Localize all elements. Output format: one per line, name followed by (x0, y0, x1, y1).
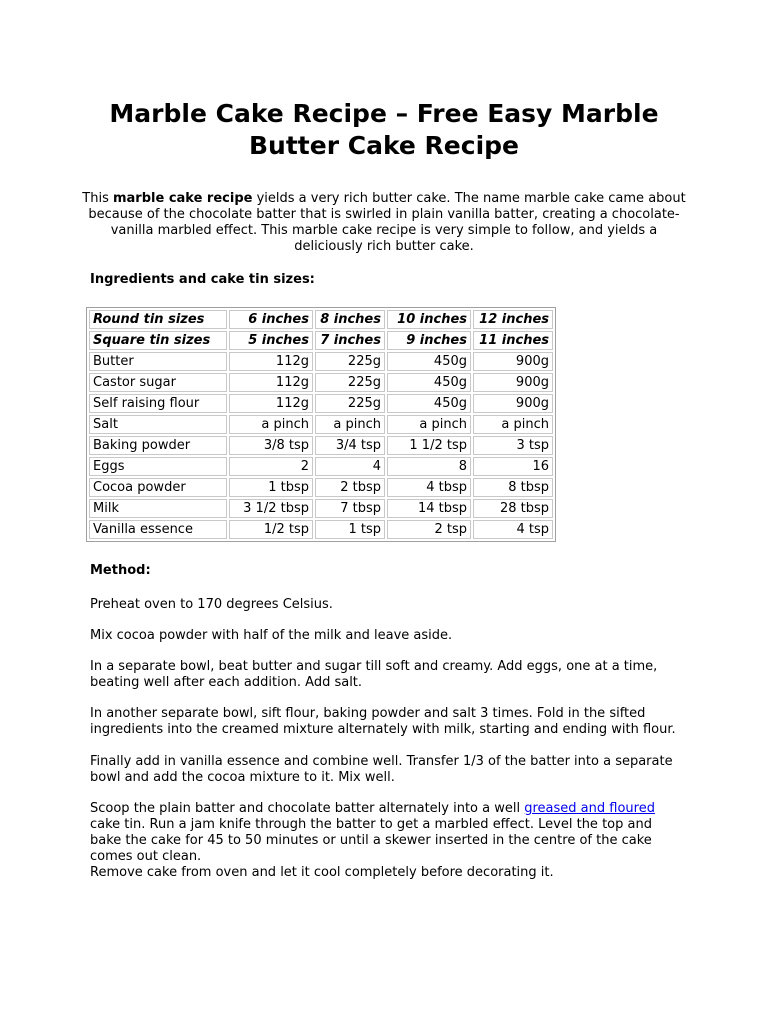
table-cell: 11 inches (473, 331, 553, 350)
table-cell-label: Cocoa powder (89, 478, 227, 497)
table-cell-label: Castor sugar (89, 373, 227, 392)
table-cell: 8 (387, 457, 471, 476)
table-cell: 3 tsp (473, 436, 553, 455)
table-cell-label: Eggs (89, 457, 227, 476)
table-header-row-round (89, 310, 553, 329)
method-step-5: Finally add in vanilla essence and combine well. Transfer 1/3 of the batter into a separate bowl and add the cocoa mixture to it. Mix well. (90, 754, 673, 785)
table-cell: a pinch (315, 415, 385, 434)
method-step-7: Remove cake from oven and let it cool completely before decorating it. (90, 865, 554, 880)
table-cell: 900g (473, 352, 553, 371)
greased-and-floured-link[interactable]: greased and floured (524, 801, 655, 816)
table-cell: a pinch (473, 415, 553, 434)
table-cell-label: Vanilla essence (89, 520, 227, 539)
table-cell: 900g (473, 394, 553, 413)
table-cell: 3/4 tsp (315, 436, 385, 455)
intro-bold-term: marble cake recipe (112, 191, 253, 206)
intro-rest: yields a very rich butter cake. The name marble cake came about because of the chocolate batter that is swirled in plain vanilla batter, creating a chocolate-vanilla marbled effect. This marble cake recipe is very simple to follow, and yields a deliciously rich butter cake. (88, 191, 686, 254)
table-cell: 450g (387, 394, 471, 413)
table-cell-label: Butter (89, 352, 227, 371)
table-cell: 1 1/2 tsp (387, 436, 471, 455)
table-row (89, 436, 553, 455)
method-step-3: In a separate bowl, beat butter and sugar till soft and creamy. Add eggs, one at a time, beating well after each addition. Add salt. (90, 659, 658, 690)
method-step-6-after: cake tin. Run a jam knife through the batter to get a marbled effect. Level the top and bake the cake for 45 to 50 minutes or until a skewer inserted in the centre of the cake comes out clean. (90, 817, 652, 864)
table-cell: 6 inches (229, 310, 313, 329)
table-cell: 1 tbsp (229, 478, 313, 497)
table-row (89, 352, 553, 371)
intro-paragraph (82, 191, 686, 255)
table-cell: 9 inches (387, 331, 471, 350)
table-cell: 5 inches (229, 331, 313, 350)
page-title (0, 98, 768, 162)
table-cell: 450g (387, 373, 471, 392)
method-step-1: Preheat oven to 170 degrees Celsius. (90, 597, 333, 612)
ingredients-heading: Ingredients and cake tin sizes: (90, 272, 315, 287)
table-cell: 225g (315, 394, 385, 413)
table-cell-label: Salt (89, 415, 227, 434)
table-cell: a pinch (387, 415, 471, 434)
table-cell: 4 tsp (473, 520, 553, 539)
table-header-row-square (89, 331, 553, 350)
table-row (89, 415, 553, 434)
page-title-line-2: Butter Cake Recipe (248, 131, 520, 160)
table-cell: a pinch (229, 415, 313, 434)
table-cell: 112g (229, 394, 313, 413)
table-cell: 450g (387, 352, 471, 371)
table-cell: 112g (229, 373, 313, 392)
method-step-2: Mix cocoa powder with half of the milk and leave aside. (90, 628, 453, 643)
table-cell: 1 tsp (315, 520, 385, 539)
table-cell: 4 tbsp (387, 478, 471, 497)
method-step-4: In another separate bowl, sift flour, baking powder and salt 3 times. Fold in the sifted ingredients into the creamed mixture alternately with milk, starting and ending with flour. (90, 706, 676, 737)
table-cell: 3 1/2 tbsp (229, 499, 313, 518)
table-cell: 900g (473, 373, 553, 392)
method-step-6 (90, 801, 680, 881)
table-row (89, 457, 553, 476)
table-cell: 1/2 tsp (229, 520, 313, 539)
table-cell: 16 (473, 457, 553, 476)
table-cell-label: Self raising flour (89, 394, 227, 413)
table-cell: 2 tbsp (315, 478, 385, 497)
table-cell-label: Milk (89, 499, 227, 518)
table-cell-label: Baking powder (89, 436, 227, 455)
table-row (89, 520, 553, 539)
table-cell: 8 tbsp (473, 478, 553, 497)
table-cell: 112g (229, 352, 313, 371)
method-step-6-before: Scoop the plain batter and chocolate batter alternately into a well (90, 801, 525, 816)
table-cell: 10 inches (387, 310, 471, 329)
table-cell-label: Round tin sizes (89, 310, 227, 329)
table-cell: 225g (315, 352, 385, 371)
table-cell: 225g (315, 373, 385, 392)
table-cell: 8 inches (315, 310, 385, 329)
table-cell: 4 (315, 457, 385, 476)
intro-prefix: This (82, 191, 113, 206)
table-cell-label: Square tin sizes (89, 331, 227, 350)
table-row (89, 373, 553, 392)
table-cell: 7 tbsp (315, 499, 385, 518)
page-title-line-1: Marble Cake Recipe – Free Easy Marble (109, 99, 659, 128)
ingredients-table (86, 307, 556, 542)
table-cell: 2 tsp (387, 520, 471, 539)
table-cell: 2 (229, 457, 313, 476)
table-cell: 14 tbsp (387, 499, 471, 518)
table-cell: 12 inches (473, 310, 553, 329)
table-cell: 28 tbsp (473, 499, 553, 518)
table-row (89, 499, 553, 518)
table-cell: 3/8 tsp (229, 436, 313, 455)
table-cell: 7 inches (315, 331, 385, 350)
method-heading: Method: (90, 563, 151, 578)
table-row (89, 478, 553, 497)
table-row (89, 394, 553, 413)
